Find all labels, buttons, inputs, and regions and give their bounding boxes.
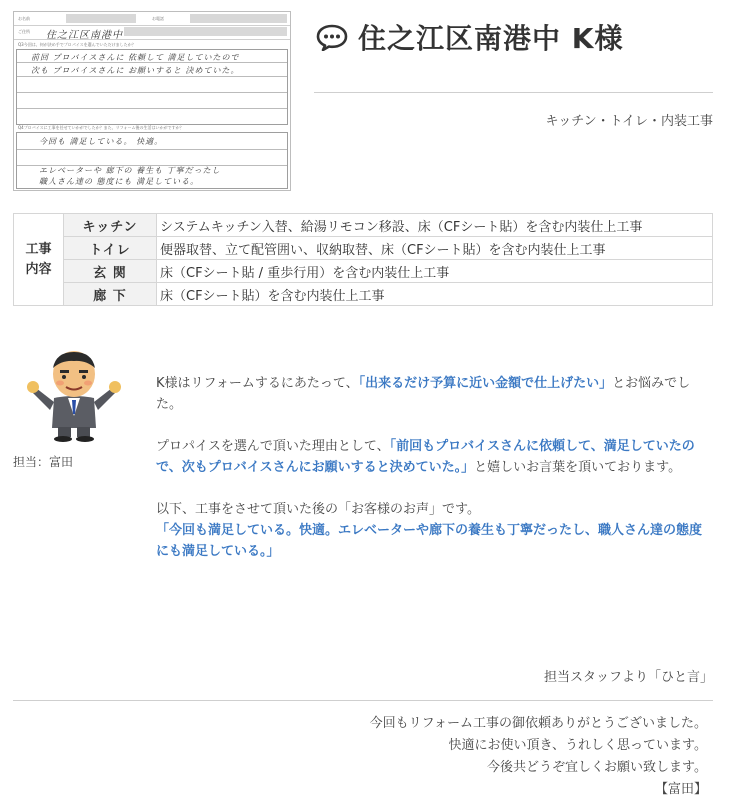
staff-avatar: [24, 350, 124, 442]
story-highlight: 「出来るだけ予算に近い金額で仕上げたい」: [358, 376, 613, 391]
story-text: [156, 373, 712, 583]
answer-1-line-2: 次も プロバイスさんに お願いすると 決めていた。: [31, 66, 240, 75]
story-paragraph-3: [156, 499, 712, 562]
work-desc-cell: 床（CFシート貼 / 重歩行用）を含む内装仕上工事: [157, 260, 713, 283]
name-label: お名前: [18, 16, 30, 21]
speech-bubble-icon: [316, 23, 348, 51]
page-title-row: [316, 17, 623, 57]
title-divider: [314, 92, 713, 93]
address-handwriting: 住之江区南港中: [46, 30, 123, 41]
story-text-plain: プロパイスを選んで頂いた理由として、: [156, 439, 390, 454]
story-text-plain: と嬉しいお言葉を頂いております。: [474, 460, 682, 475]
staff-comment-line: 今後共どうぞ宜しくお願い致します。: [487, 760, 707, 775]
story-text-plain: K様はリフォームするにあたって、: [156, 376, 359, 391]
staff-comment-heading: 担当スタッフより「ひと言」: [543, 670, 713, 685]
phone-label: お電話: [152, 16, 164, 21]
table-row: [14, 260, 713, 283]
table-row: [14, 214, 713, 237]
answer-2-box: [16, 132, 288, 189]
address-label: ご住所: [18, 29, 30, 34]
work-area-cell: 廊 下: [64, 283, 157, 306]
staff-comment: [370, 713, 707, 801]
customer-voice-quote: 「今回も満足している。快適。エレベーターや廊下の養生も丁寧だったし、職人さん達の態度にも満足している。」: [156, 523, 703, 559]
work-area-cell: キッチン: [64, 214, 157, 237]
answer-1-box: [16, 49, 288, 125]
work-area-cell: 玄 関: [64, 260, 157, 283]
answer-2-line-3: 職人さん達の 態度にも 満足している。: [39, 177, 200, 186]
work-desc-cell: 床（CFシート貼）を含む内装仕上工事: [157, 283, 713, 306]
table-row: [14, 283, 713, 306]
story-highlight: 「前回もプロバイスさんに依頼して、満足していたので、次もプロバイスさんにお願いすると決めていた。」: [156, 439, 695, 475]
answer-2-line-2: エレベーターや 廊下の 養生も 丁寧だったし: [39, 166, 221, 175]
staff-comment-line: 快適にお使い頂き、うれしく思っています。: [448, 738, 707, 753]
page-title: 住之江区南港中 K様: [358, 22, 624, 55]
staff-label: 担当：富田: [13, 455, 74, 469]
story-text-plain: 以下、工事をさせて頂いた後の「お客様のお声」です。: [156, 502, 480, 517]
page-subtitle: キッチン・トイレ・内装工事: [545, 114, 713, 129]
question-1: Q3今回は、何が決め手でプロパイスを選んでいただけましたか？: [18, 42, 136, 47]
work-head-cell: [14, 214, 64, 306]
staff-comment-line: 今回もリフォーム工事の御依頼ありがとうございました。: [369, 716, 707, 731]
work-desc-cell: システムキッチン入替、給湯リモコン移設、床（CFシート貼）を含む内装仕上工事: [157, 214, 713, 237]
work-head-line-2: 内容: [25, 261, 52, 277]
name-redaction: [66, 14, 136, 23]
work-area-cell: トイレ: [64, 237, 157, 260]
comment-divider: [13, 700, 713, 701]
work-head-line-1: 工事: [25, 241, 52, 257]
phone-redaction: [190, 14, 287, 23]
questionnaire-scan: [13, 11, 291, 191]
story-paragraph-2: [156, 436, 712, 478]
address-redaction: [124, 27, 287, 36]
table-row: [14, 237, 713, 260]
answer-2-line-1: 今回も 満足している。 快適。: [39, 137, 164, 146]
answer-1-line-1: 前回 プロバイスさんに 依頼して 満足していたので: [31, 53, 240, 62]
staff-signature: 【富田】: [654, 782, 707, 797]
work-table: [13, 213, 713, 306]
work-desc-cell: 便器取替、立て配管囲い、収納取替、床（CFシート貼）を含む内装仕上工事: [157, 237, 713, 260]
question-2: Q4プロバイスに工事を任せていかがでしたか？また、リフォーム後の生活はいかがですか？: [18, 125, 184, 130]
story-text-plain: とお悩みでした。: [156, 376, 691, 412]
story-paragraph-1: [156, 373, 712, 415]
